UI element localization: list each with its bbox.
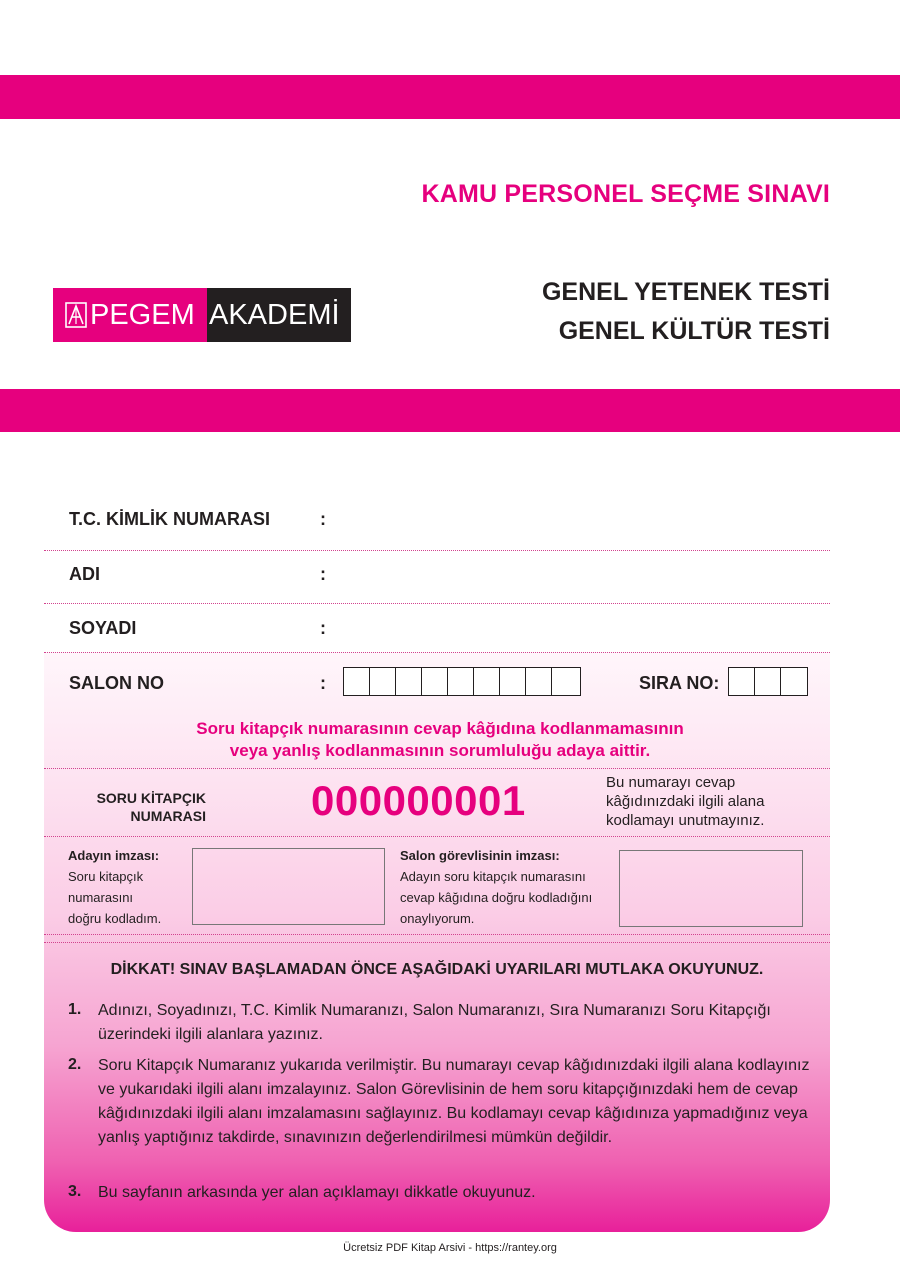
- sira-no-label: SIRA NO:: [639, 673, 720, 693]
- booklet-label-line: NUMARASI: [130, 808, 206, 824]
- salon-box[interactable]: [448, 668, 474, 695]
- logo-pink-part: [53, 288, 207, 342]
- salon-no-boxes[interactable]: [343, 667, 581, 696]
- officer-signature-title: Salon görevlisinin imzası:: [400, 848, 560, 863]
- instruction-text: Bu sayfanın arkasında yer alan açıklamayı dikkatle okuyunuz.: [98, 1184, 536, 1201]
- candidate-signature-text: [68, 866, 161, 929]
- candidate-signature-line: doğru kodladım.: [68, 911, 162, 926]
- salon-box[interactable]: [500, 668, 526, 695]
- sira-box[interactable]: [781, 668, 807, 695]
- sira-no-boxes[interactable]: [728, 667, 808, 696]
- field-label-adi: ADI: [69, 564, 100, 584]
- middle-band: [0, 389, 900, 432]
- subtitle-genel-kultur: GENEL KÜLTÜR TESTİ: [558, 317, 830, 345]
- top-band: [0, 75, 900, 119]
- booklet-label-line: SORU KİTAPÇIK: [96, 790, 206, 806]
- booklet-label: [60, 789, 206, 825]
- instruction-number: 3.: [68, 1183, 82, 1200]
- logo-text-akademi: AKADEMİ: [209, 298, 340, 331]
- instruction-number: 1.: [68, 1001, 82, 1018]
- booklet-note: [606, 773, 806, 830]
- officer-signature-box[interactable]: [619, 850, 803, 927]
- coding-warning: [100, 718, 780, 762]
- divider: [44, 603, 830, 604]
- booklet-note-line: Bu numarayı cevap: [606, 774, 736, 791]
- pegem-akademi-logo: [53, 288, 351, 342]
- salon-box[interactable]: [474, 668, 500, 695]
- exam-title: KAMU PERSONEL SEÇME SINAVI: [421, 180, 830, 208]
- salon-box[interactable]: [396, 668, 422, 695]
- field-label-salon: SALON NO: [69, 673, 165, 693]
- divider: [44, 768, 830, 769]
- divider: [44, 836, 830, 837]
- candidate-signature-box[interactable]: [192, 848, 385, 925]
- sira-box[interactable]: [755, 668, 781, 695]
- candidate-signature-title: Adayın imzası:: [68, 848, 160, 863]
- instruction-text: Adınızı, Soyadınızı, T.C. Kimlik Numaranızı, Salon Numaranızı, Sıra Numaranızı Soru Kitapçığı üzerindeki ilgili alanlara yazınız.: [98, 1002, 771, 1043]
- field-colon-adi: :: [320, 564, 326, 584]
- salon-box[interactable]: [344, 668, 370, 695]
- footer-text: Ücretsiz PDF Kitap Arsivi - https://rantey.org: [343, 1242, 557, 1254]
- field-colon-tc: :: [320, 509, 326, 529]
- booklet-number: 000000001: [311, 777, 526, 824]
- officer-signature-line: cevap kâğıdına doğru kodladığını: [400, 890, 593, 905]
- field-label-soyadi: SOYADI: [69, 618, 137, 638]
- officer-signature-text: [400, 866, 592, 929]
- candidate-signature-line: Soru kitapçık: [68, 869, 144, 884]
- booklet-note-line: kâğıdınızdaki ilgili alana: [606, 793, 765, 810]
- logo-dark-part: [207, 288, 351, 342]
- divider: [44, 550, 830, 551]
- officer-signature-line: Adayın soru kitapçık numarasını: [400, 869, 586, 884]
- officer-signature-line: onaylıyorum.: [400, 911, 475, 926]
- instruction-number: 2.: [68, 1056, 82, 1073]
- salon-box[interactable]: [422, 668, 448, 695]
- logo-book-icon: [65, 302, 87, 328]
- candidate-signature-line: numarasını: [68, 890, 134, 905]
- instruction-text: Soru Kitapçık Numaranız yukarıda verilmiştir. Bu numarayı cevap kâğıdınızdaki ilgili alana kodlayınız ve yukarıdaki ilgili alanı imzalayınız. Salon Görevlisinin de hem soru kitapçığınızdaki hem de cevap kâğıdınızdaki ilgili alanı imzalamasını sağlayınız. Bu kodlamayı cevap kâğıdınıza yapmadığınız veya yanlış yaptığınız takdirde, sınavınızın değerlendirilmesi mümkün değildir.: [98, 1057, 810, 1146]
- instructions-heading: DİKKAT! SINAV BAŞLAMADAN ÖNCE AŞAĞIDAKİ UYARILARI MUTLAKA OKUYUNUZ.: [110, 961, 764, 978]
- divider: [44, 942, 830, 943]
- subtitle-genel-yetenek: GENEL YETENEK TESTİ: [541, 278, 830, 306]
- logo-text-pegem: PEGEM: [90, 298, 195, 331]
- field-label-tc: T.C. KİMLİK NUMARASI: [69, 509, 270, 529]
- salon-box[interactable]: [370, 668, 396, 695]
- booklet-note-line: kodlamayı unutmayınız.: [606, 812, 765, 829]
- divider: [44, 652, 830, 653]
- divider: [44, 934, 830, 935]
- salon-box[interactable]: [552, 668, 580, 695]
- sira-box[interactable]: [729, 668, 755, 695]
- salon-box[interactable]: [526, 668, 552, 695]
- coding-warning-line: veya yanlış kodlanmasının sorumluluğu adaya aittir.: [229, 741, 651, 760]
- field-colon-soyadi: :: [320, 618, 326, 638]
- field-colon-salon: :: [320, 673, 326, 693]
- coding-warning-line: Soru kitapçık numarasının cevap kâğıdına kodlanmamasının: [196, 719, 684, 738]
